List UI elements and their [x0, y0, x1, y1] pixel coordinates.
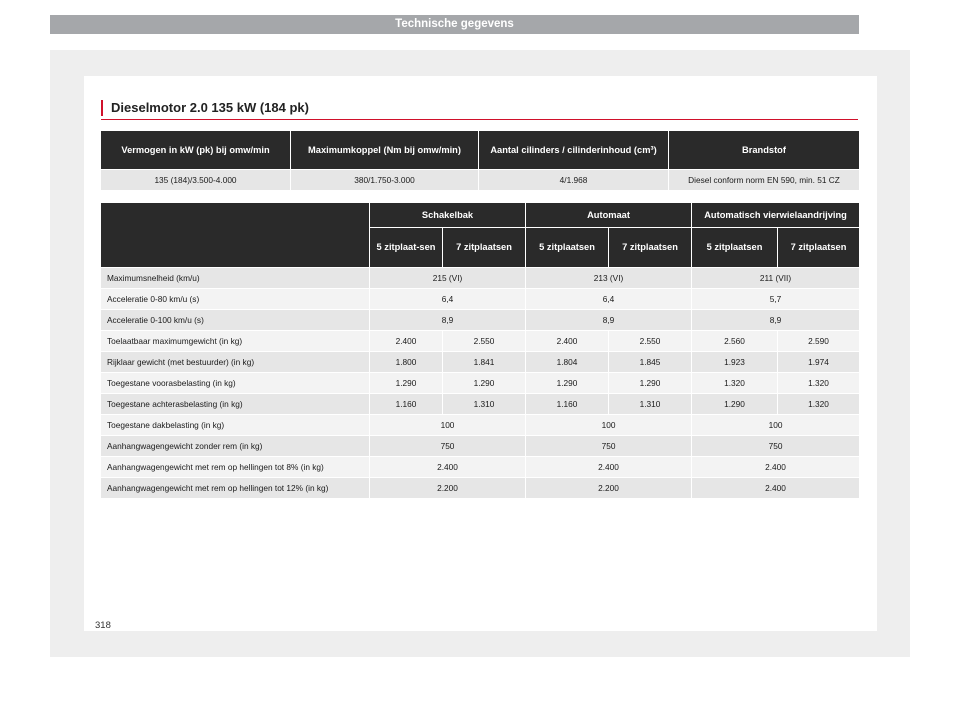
table-cell: 2.590: [778, 331, 860, 352]
seat-subheader: 7 zitplaatsen: [609, 228, 692, 268]
table-cell: 215 (VI): [370, 268, 526, 289]
row-label: Aanhangwagengewicht met rem op hellingen tot 12% (in kg): [101, 478, 370, 499]
group-header: Automaat: [526, 203, 692, 228]
table-cell: 1.800: [370, 352, 443, 373]
table-cell: 2.400: [370, 457, 526, 478]
table-cell: 2.400: [526, 331, 609, 352]
table-row: [101, 310, 860, 331]
engine-col-header: Aantal cilinders / cilinderinhoud (cm³): [479, 131, 669, 170]
seat-subheader: 5 zitplaat-sen: [370, 228, 443, 268]
table-cell: 750: [692, 436, 860, 457]
table-cell: 2.400: [692, 478, 860, 499]
table-row: [101, 289, 860, 310]
row-label: Toelaatbaar maximumgewicht (in kg): [101, 331, 370, 352]
table-cell: 8,9: [692, 310, 860, 331]
table-cell: 1.320: [778, 373, 860, 394]
row-label: Aanhangwagengewicht zonder rem (in kg): [101, 436, 370, 457]
table-cell: 750: [370, 436, 526, 457]
row-label: Toegestane voorasbelasting (in kg): [101, 373, 370, 394]
table-cell: 1.841: [443, 352, 526, 373]
table-row: [101, 268, 860, 289]
table-cell: 750: [526, 436, 692, 457]
row-label: Maximumsnelheid (km/u): [101, 268, 370, 289]
table-row: [101, 352, 860, 373]
spec-table: [100, 202, 860, 499]
table-row: [101, 331, 860, 352]
group-header: Schakelbak: [370, 203, 526, 228]
row-label: Acceleratie 0-100 km/u (s): [101, 310, 370, 331]
table-cell: 5,7: [692, 289, 860, 310]
engine-cell: 380/1.750-3.000: [291, 170, 479, 191]
engine-col-header: Brandstof: [669, 131, 860, 170]
table-cell: 1.290: [443, 373, 526, 394]
seat-subheader: 5 zitplaatsen: [526, 228, 609, 268]
row-label: Toegestane dakbelasting (in kg): [101, 415, 370, 436]
table-cell: 1.320: [778, 394, 860, 415]
table-cell: 6,4: [370, 289, 526, 310]
table-cell: 1.310: [609, 394, 692, 415]
table-cell: 100: [692, 415, 860, 436]
table-cell: 8,9: [526, 310, 692, 331]
table-cell: 2.550: [609, 331, 692, 352]
seat-subheader: 7 zitplaatsen: [443, 228, 526, 268]
row-label: Acceleratie 0-80 km/u (s): [101, 289, 370, 310]
row-label: Rijklaar gewicht (met bestuurder) (in kg): [101, 352, 370, 373]
table-cell: 100: [370, 415, 526, 436]
table-cell: 1.160: [526, 394, 609, 415]
section-title: Dieselmotor 2.0 135 kW (184 pk): [101, 100, 309, 116]
row-label: Aanhangwagengewicht met rem op hellingen tot 8% (in kg): [101, 457, 370, 478]
table-cell: 1.923: [692, 352, 778, 373]
table-cell: 1.290: [609, 373, 692, 394]
table-row: [101, 394, 860, 415]
table-cell: 6,4: [526, 289, 692, 310]
spec-corner-cell: [101, 203, 370, 268]
table-cell: 1.290: [526, 373, 609, 394]
table-cell: 1.290: [692, 394, 778, 415]
engine-cell: Diesel conform norm EN 590, min. 51 CZ: [669, 170, 860, 191]
table-cell: 1.845: [609, 352, 692, 373]
title-rule: [101, 119, 858, 120]
engine-header-row: [101, 131, 860, 170]
table-cell: 2.200: [526, 478, 692, 499]
table-cell: 2.200: [370, 478, 526, 499]
table-cell: 8,9: [370, 310, 526, 331]
table-cell: 213 (VI): [526, 268, 692, 289]
document-page: [84, 76, 877, 631]
table-row: [101, 457, 860, 478]
table-row: [101, 478, 860, 499]
table-row: [101, 415, 860, 436]
table-cell: 2.400: [370, 331, 443, 352]
page-frame: [50, 50, 910, 657]
table-cell: 1.290: [370, 373, 443, 394]
seat-subheader: 5 zitplaatsen: [692, 228, 778, 268]
spec-group-row: [101, 203, 860, 228]
table-cell: 1.320: [692, 373, 778, 394]
page-number: 318: [95, 620, 111, 631]
table-cell: 100: [526, 415, 692, 436]
table-row: [101, 373, 860, 394]
seat-subheader: 7 zitplaatsen: [778, 228, 860, 268]
engine-data-row: [101, 170, 860, 191]
table-cell: 211 (VII): [692, 268, 860, 289]
table-cell: 1.310: [443, 394, 526, 415]
table-row: [101, 436, 860, 457]
engine-col-header: Maximumkoppel (Nm bij omw/min): [291, 131, 479, 170]
table-cell: 2.400: [692, 457, 860, 478]
table-cell: 1.160: [370, 394, 443, 415]
table-cell: 2.560: [692, 331, 778, 352]
engine-cell: 4/1.968: [479, 170, 669, 191]
engine-col-header: Vermogen in kW (pk) bij omw/min: [101, 131, 291, 170]
table-cell: 2.400: [526, 457, 692, 478]
table-cell: 1.804: [526, 352, 609, 373]
table-cell: 1.974: [778, 352, 860, 373]
table-cell: 2.550: [443, 331, 526, 352]
header-band: Technische gegevens: [50, 15, 859, 34]
engine-cell: 135 (184)/3.500-4.000: [101, 170, 291, 191]
group-header: Automatisch vierwielaandrijving: [692, 203, 860, 228]
row-label: Toegestane achterasbelasting (in kg): [101, 394, 370, 415]
engine-table: [100, 130, 860, 191]
